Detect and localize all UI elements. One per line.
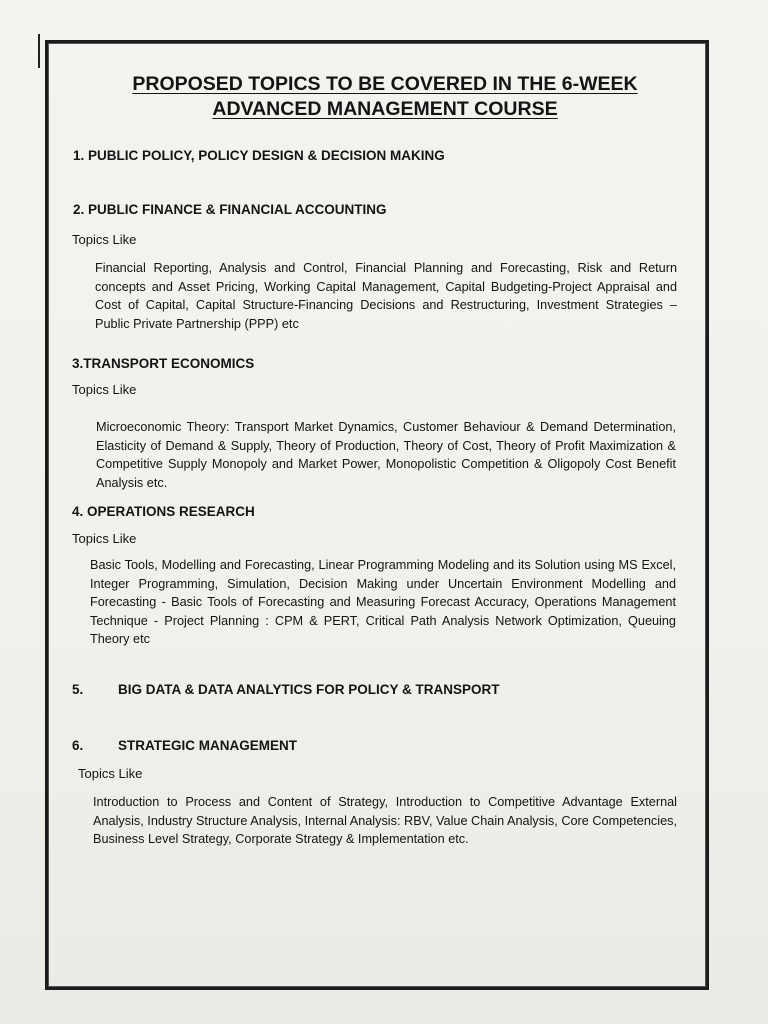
section-5-title: BIG DATA & DATA ANALYTICS FOR POLICY & TRANSPORT (118, 682, 500, 697)
section-2-heading: 2. PUBLIC FINANCE & FINANCIAL ACCOUNTING (73, 202, 387, 217)
document-title-line-1: PROPOSED TOPICS TO BE COVERED IN THE 6-WEEK (132, 73, 638, 95)
section-3-heading: 3.TRANSPORT ECONOMICS (72, 356, 255, 371)
section-4-heading: 4. OPERATIONS RESEARCH (72, 504, 255, 519)
section-5-heading (72, 681, 500, 699)
section-2-topics-label: Topics Like (72, 232, 137, 247)
section-4-topics-label: Topics Like (72, 531, 137, 546)
section-2-topics-body: Financial Reporting, Analysis and Control, Financial Planning and Forecasting, Risk and Return concepts and Asset Pricing, Working Capital Management, Capital Budgeting-Project Appraisal and Cost of Capital, Capital Structure-Financing Decisions and Restructuring, Investment Strategies – Public Private Partnership (PPP) etc (95, 261, 677, 331)
section-6-topics-label: Topics Like (78, 766, 143, 781)
section-6-title: STRATEGIC MANAGEMENT (118, 738, 297, 753)
section-6-number: 6. (72, 738, 84, 753)
section-5-number: 5. (72, 682, 84, 697)
document-title-line-2: ADVANCED MANAGEMENT COURSE (212, 98, 558, 120)
section-3-topics-body: Microeconomic Theory: Transport Market Dynamics, Customer Behaviour & Demand Determination, Elasticity of Demand & Supply, Theory of Production, Theory of Cost, Theory of Profit Maximization & Competitive Supply Monopoly and Market Power, Monopolistic Competition & Oligopoly Cost Benefit Analysis etc. (96, 420, 676, 490)
section-6-heading (72, 737, 297, 755)
section-6-topics-body: Introduction to Process and Content of Strategy, Introduction to Competitive Advantage External Analysis, Industry Structure Analysis, Internal Analysis: RBV, Value Chain Analysis, Core Competencies, Business Level Strategy, Corporate Strategy & Implementation etc. (93, 795, 677, 847)
section-1-heading: 1. PUBLIC POLICY, POLICY DESIGN & DECISION MAKING (73, 148, 445, 163)
section-4-topics-body: Basic Tools, Modelling and Forecasting, Linear Programming Modeling and its Solution using MS Excel, Integer Programming, Simulation, Decision Making under Uncertain Environment Modelling and Forecasting - Basic Tools of Forecasting and Measuring Forecast Accuracy, Operations Management Technique - Project Planning : CPM & PERT, Critical Path Analysis Network Optimization, Queuing Theory etc (90, 558, 676, 647)
section-3-topics-label: Topics Like (72, 382, 137, 397)
